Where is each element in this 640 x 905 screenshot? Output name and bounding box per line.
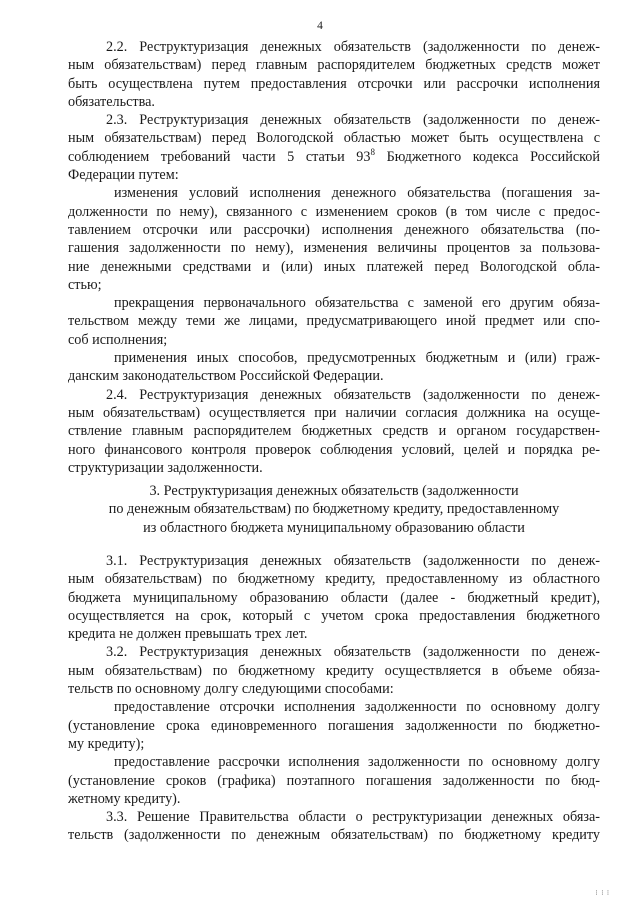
sections-2-2-to-2-4 bbox=[68, 38, 600, 477]
page-number: 4 bbox=[317, 20, 323, 32]
text-line: 3.3. Решение Правительства области о реструктуризации денежных обяза- bbox=[106, 809, 600, 826]
text-line: быть осуществлена путем предоставления отсрочки или рассрочки исполнения bbox=[68, 75, 600, 92]
text-line: 3.1. Реструктуризация денежных обязательств (задолженности по денеж- bbox=[106, 553, 600, 569]
text-line: ным обязательствам) перед Вологодской областью может быть осуществлена с bbox=[68, 130, 600, 147]
text-line: ным обязательствам) перед главным распорядителем бюджетных средств может bbox=[68, 57, 600, 74]
text-line: осуществляется на срок, который с учетом срока предоставления бюджетного bbox=[68, 607, 600, 624]
text-line: ным обязательствам) осуществляется при наличии согласия должника на осуще- bbox=[68, 404, 600, 421]
text-line: тельств по основному долгу следующими способами: bbox=[68, 681, 394, 698]
text-line: 2.4. Реструктуризация денежных обязательств (задолженности по денеж- bbox=[106, 386, 600, 403]
text-line: жетному кредиту). bbox=[68, 790, 181, 807]
text-line: 2.2. Реструктуризация денежных обязательств (задолженности по денеж- bbox=[106, 39, 600, 55]
section-3-heading bbox=[68, 482, 600, 537]
text-line: 3.2. Реструктуризация денежных обязательств (задолженности по денеж- bbox=[106, 644, 600, 661]
text-line: ного финансового контроля проверок соблюдения условий, целей и порядка ре- bbox=[68, 441, 600, 458]
text-line: ствление главным распорядителем бюджетных средств и органом государствен- bbox=[68, 423, 600, 440]
scan-artifact-mark: ⁞ ⁞ ⁞ bbox=[595, 889, 610, 897]
text-line: изменения условий исполнения денежного обязательства (погашения за- bbox=[114, 185, 600, 202]
text-line: структуризации задолженности. bbox=[68, 459, 263, 476]
heading-line: 3. Реструктуризация денежных обязательств (задолженности bbox=[149, 483, 519, 499]
text-line: долженности по нему), связанного с изменением сроков (в том числе с предос- bbox=[68, 203, 600, 220]
text-line: данским законодательством Российской Федерации. bbox=[68, 368, 384, 385]
art93-text: соблюдением требований части 5 статьи 93 bbox=[68, 148, 371, 165]
text-line: ным обязательствам) по бюджетному кредиту осуществляется в объеме обяза- bbox=[68, 662, 600, 679]
text-line: 2.3. Реструктуризация денежных обязательств (задолженности по денеж- bbox=[106, 112, 600, 129]
text-line: применения иных способов, предусмотренных бюджетным и (или) граж- bbox=[114, 350, 600, 367]
text-line: предоставление рассрочки исполнения задолженности по основному долгу bbox=[114, 754, 600, 771]
art93-superscript: 8 bbox=[370, 147, 375, 157]
text-line: кредита не должен превышать трех лет. bbox=[68, 626, 308, 643]
art93-tail: Бюджетного кодекса Российской bbox=[375, 148, 600, 165]
text-line: ным обязательствам) по бюджетному кредиту, предоставленному из областного bbox=[68, 571, 600, 588]
heading-line: из областного бюджета муниципальному образованию области bbox=[143, 519, 525, 536]
text-line: (установление сроков (графика) поэтапного погашения задолженности по бюд- bbox=[68, 772, 600, 789]
text-line: ние денежными средствами и (или) иных платежей перед Вологодской обла- bbox=[68, 258, 600, 275]
text-line: гашения задолженности по нему), изменения величины процентов за пользова- bbox=[68, 240, 600, 257]
text-line: предоставление отсрочки исполнения задолженности по основному долгу bbox=[114, 699, 600, 716]
text-line: стью; bbox=[68, 276, 102, 293]
text-line: тавлением отсрочки или рассрочки) исполнения денежного обязательства (по- bbox=[68, 221, 600, 238]
text-line: тельством между теми же лицами, предусматривающего иной предмет или спо- bbox=[68, 313, 600, 330]
text-line-article-93 bbox=[68, 148, 600, 166]
text-line: тельств (задолженности по денежным обязательствам) по бюджетному кредиту bbox=[68, 827, 600, 844]
text-line: му кредиту); bbox=[68, 735, 145, 752]
text-line: бюджета муниципальному образованию области (далее - бюджетный кредит), bbox=[68, 589, 600, 606]
heading-line: по денежным обязательствам) по бюджетному кредиту, предоставленному bbox=[108, 501, 560, 518]
text-line: соб исполнения; bbox=[68, 331, 168, 348]
text-line: прекращения первоначального обязательства с заменой его другим обяза- bbox=[114, 295, 600, 312]
sections-3-1-to-3-3 bbox=[68, 552, 600, 845]
text-line: (установление срока единовременного погашения задолженности по бюджетно- bbox=[68, 717, 600, 734]
text-line: обязательства. bbox=[68, 93, 155, 110]
text-line: Федерации путем: bbox=[68, 167, 179, 184]
